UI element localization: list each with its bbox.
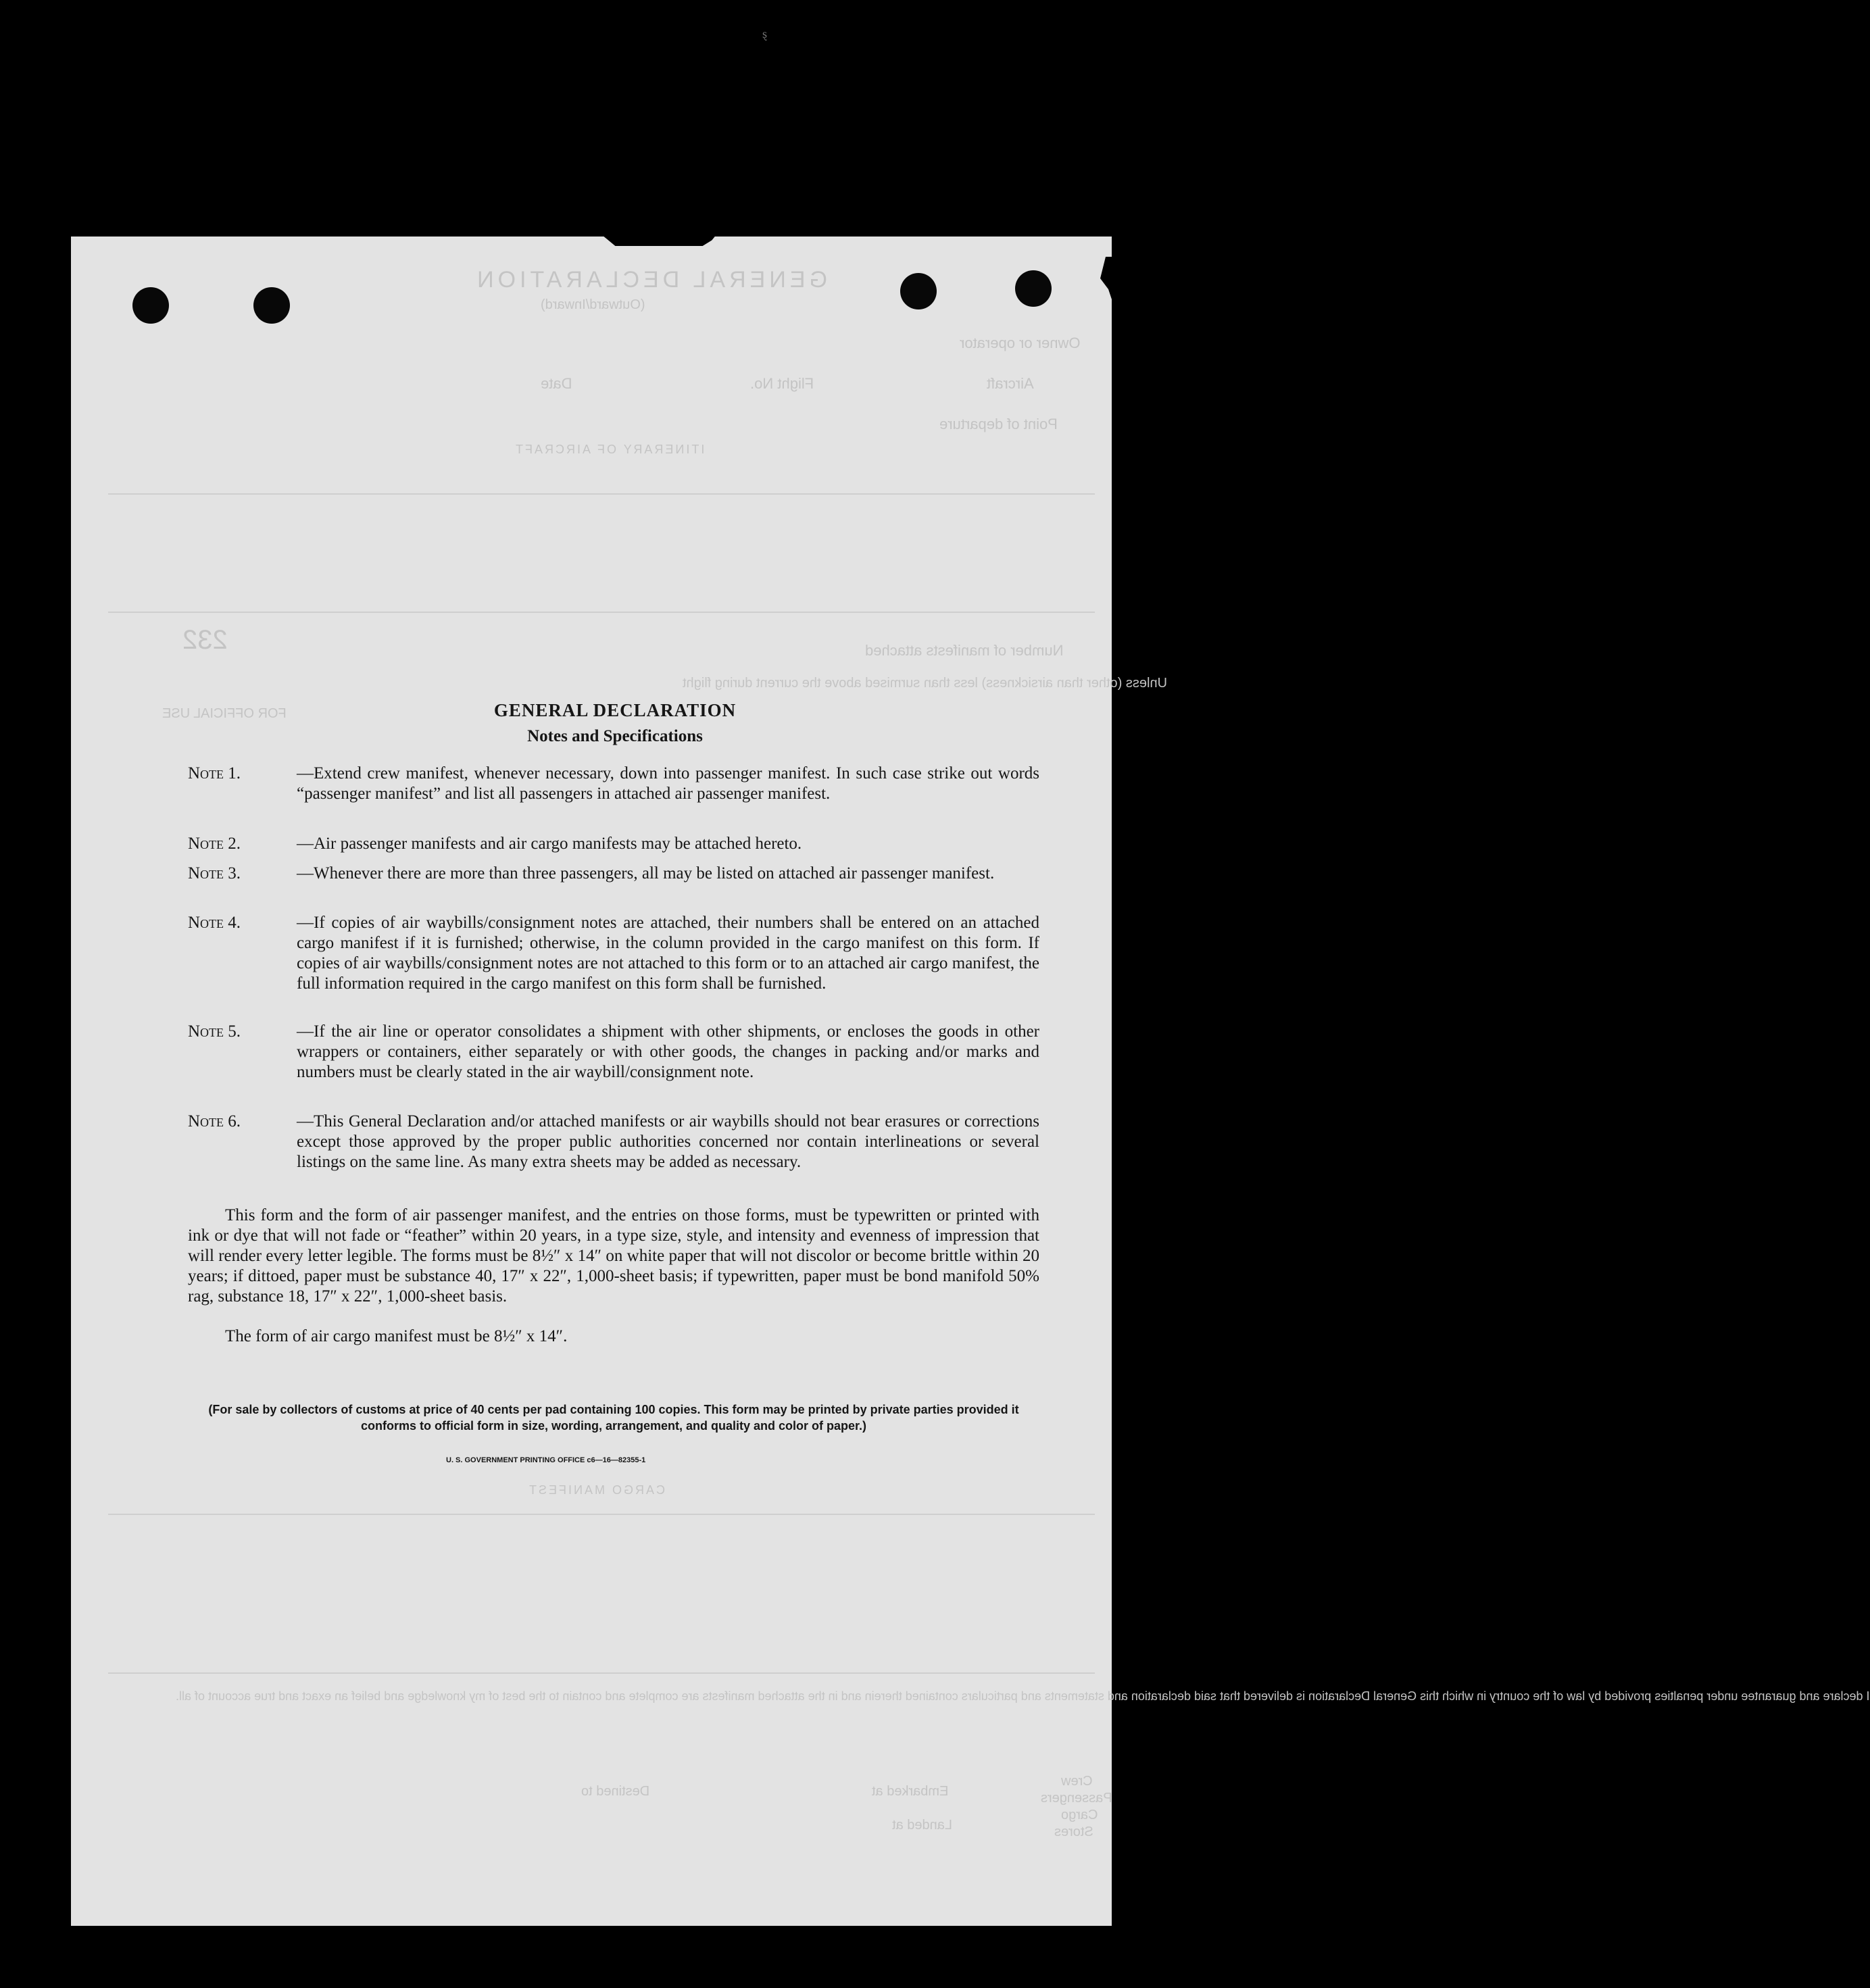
ghost-crew: Crew <box>1061 1774 1093 1789</box>
ghost-header-sub: (Outward/Inward) <box>541 297 645 312</box>
printer-line: U. S. GOVERNMENT PRINTING OFFICE c6—16—82355-1 <box>446 1456 646 1464</box>
cargo-manifest-size: The form of air cargo manifest must be 8½″ x 14″. <box>225 1327 568 1345</box>
ghost-rule <box>108 612 1095 613</box>
note-text: —If the air line or operator consolidates a shipment with other shipments, or encloses the goods in other wrappers or containers, either separately or with other goods, the changes in packing and/or marks and numbers must be clearly stated in the air waybill/consignment note. <box>297 1022 1039 1081</box>
note-2 <box>188 834 1039 854</box>
note-6 <box>188 1112 1039 1172</box>
ghost-cargo-manifest: CARGO MANIFEST <box>527 1483 666 1497</box>
ghost-date: Date <box>541 375 572 392</box>
ghost-flight: Flight No. <box>750 375 814 392</box>
ghost-declaration: I declare and guarantee under penalties provided by law of the country in which this General Declaration is delivered that said declaration and statements and particulars contained therein and in the attached manifests are complete and contain to the best of my knowledge and belief an exact and true account of all. <box>176 1689 1870 1703</box>
ghost-header-title: GENERAL DECLARATION <box>473 267 827 293</box>
note-label: Note 3. <box>188 864 241 883</box>
page-title: GENERAL DECLARATION <box>493 700 737 720</box>
ghost-manifests: Number of manifests attached <box>865 642 1064 659</box>
ghost-passengers: Passengers <box>1041 1791 1112 1806</box>
sale-notice: (For sale by collectors of customs at price of 40 cents per pad containing 100 copies. This form may be printed by private parties provided it conforms to official form in size, wording, arrangement, and quality and color of paper.) <box>208 1403 1019 1433</box>
ghost-destined: Destined to <box>581 1784 650 1799</box>
note-label: Note 1. <box>188 764 241 782</box>
ghost-rule <box>108 493 1095 495</box>
requirements-paragraph: This form and the form of air passenger manifest, and the entries on those forms, must be typewritten or printed with ink or dye that will not fade or “feather” within 20 years, in a type size, style, and intensity and evenness of impression that will render every letter legible. The forms must be 8½″ x 14″ on white paper that will not discolor or become brittle within 20 years; if dittoed, paper must be substance 40, 17″ x 22″, 1,000-sheet basis; if typewritten, paper must be bond manifold 50% rag, substance 18, 17″ x 22″, 1,000-sheet basis. <box>188 1206 1039 1306</box>
ghost-aircraft: Aircraft <box>987 375 1034 392</box>
punch-hole <box>132 287 169 324</box>
note-5 <box>188 1022 1039 1083</box>
note-3 <box>188 864 1039 884</box>
ghost-number: 232 <box>182 625 228 655</box>
punch-hole <box>1015 270 1052 307</box>
ghost-stores: Stores <box>1054 1824 1093 1839</box>
paper-tear <box>601 227 716 246</box>
note-4 <box>188 913 1039 994</box>
note-text: —If copies of air waybills/consignment notes are attached, their numbers shall be entered on an attached cargo manifest if it is furnished; otherwise, in the column provided in the cargo manifest on this form. If copies of air waybills/consignment notes are not attached to this form or to an attached air cargo manifest, the full information required in the cargo manifest on this form shall be furnished. <box>297 914 1039 993</box>
ghost-itinerary: ITINERARY OF AIRCRAFT <box>514 443 705 456</box>
note-text: —Air passenger manifests and air cargo manifests may be attached hereto. <box>297 835 802 853</box>
note-text: —This General Declaration and/or attached manifests or air waybills should not bear erasures or corrections except those approved by the proper public authorities concerned nor contain interlineations or several listings on the same line. As many extra sheets may be added as necessary. <box>297 1112 1039 1171</box>
top-mark: ȿ <box>762 27 768 41</box>
ghost-embarked: Embarked at <box>872 1784 949 1799</box>
punch-hole <box>900 273 937 309</box>
ghost-unless: Unless (other than airsickness) less than surmised above the current during flight <box>683 676 1168 691</box>
ghost-landed: Landed at <box>892 1818 952 1833</box>
ghost-rule <box>108 1514 1095 1515</box>
ghost-owner: Owner or operator <box>960 334 1081 351</box>
note-text: —Extend crew manifest, whenever necessary, down into passenger manifest. In such case strike out words “passenger manifest” and list all passengers in attached air passenger manifest. <box>297 764 1039 803</box>
ghost-rule <box>108 1672 1095 1674</box>
ghost-departure: Point of departure <box>939 416 1058 432</box>
note-label: Note 5. <box>188 1022 241 1041</box>
note-label: Note 6. <box>188 1112 241 1130</box>
note-text: —Whenever there are more than three passengers, all may be listed on attached air passenger manifest. <box>297 864 995 883</box>
note-1 <box>188 764 1039 804</box>
ghost-cargo: Cargo <box>1061 1808 1098 1822</box>
punch-hole <box>253 287 290 324</box>
note-label: Note 2. <box>188 835 241 853</box>
ghost-official: FOR OFFICIAL USE <box>162 706 287 721</box>
note-label: Note 4. <box>188 914 241 932</box>
page-subtitle: Notes and Specifications <box>527 727 703 745</box>
